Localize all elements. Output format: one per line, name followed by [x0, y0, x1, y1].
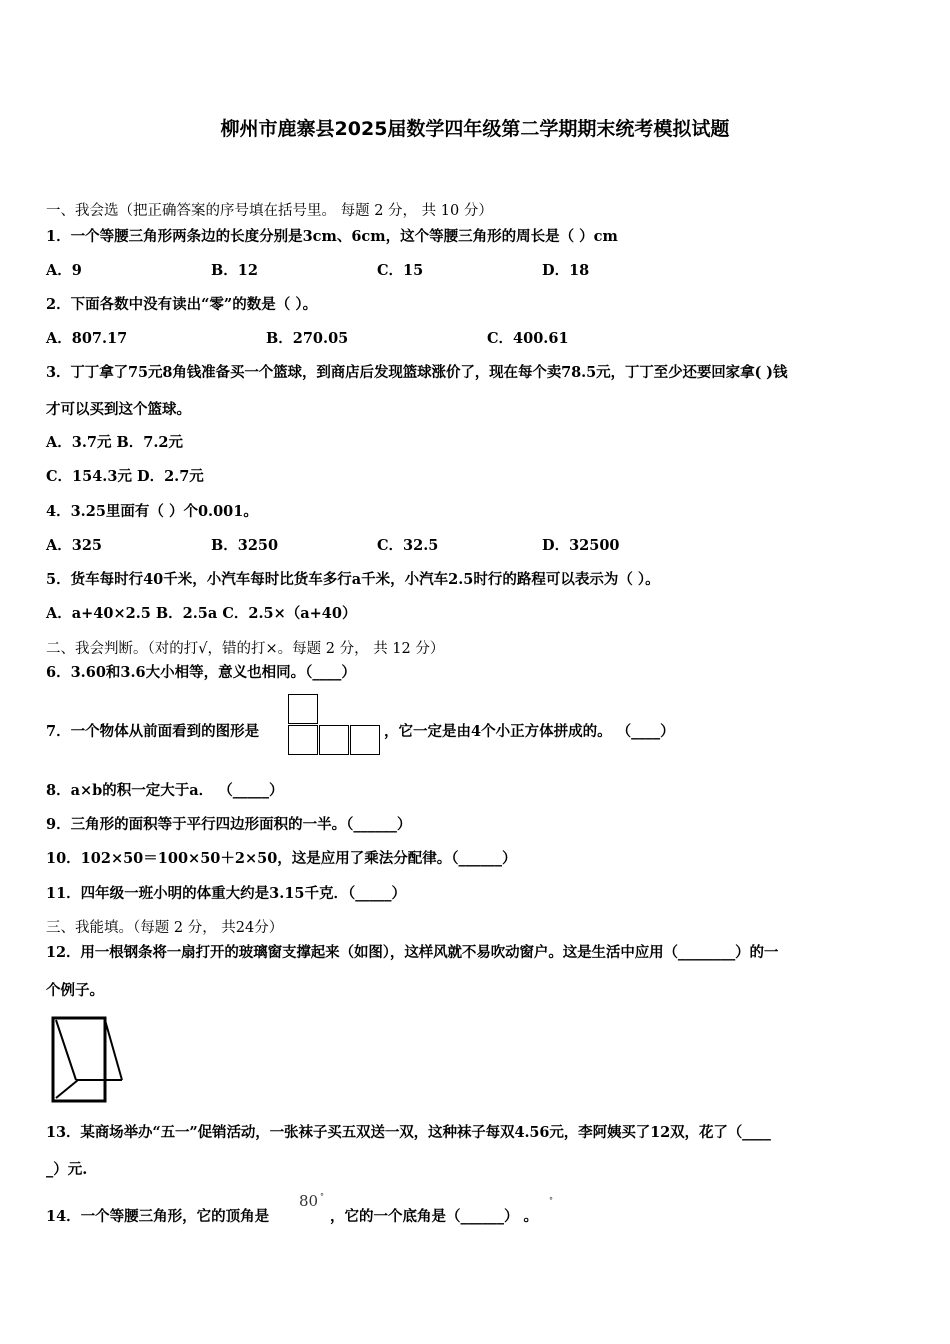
q1-option-a: A．9	[46, 262, 82, 279]
q2-option-b: B．270.05	[266, 330, 349, 347]
figure-square-1	[288, 725, 318, 755]
question-9: 9．三角形的面积等于平行四边形面积的一半。（______）	[46, 816, 412, 833]
section-2-header: 二、我会判断。（对的打√，错的打×。每题 2 分， 共 12 分）	[46, 641, 445, 657]
page-title: 柳州市鹿寨县2025届数学四年级第二学期期末统考模拟试题	[220, 118, 730, 140]
question-3-line1: 3．丁丁拿了75元8角钱准备买一个篮球，到商店后发现篮球涨价了，现在每个卖78.5元，丁丁至少还要回家拿( )钱	[46, 364, 788, 381]
q1-option-d: D．18	[542, 262, 590, 279]
q3-options-cd: C．154.3元 D．2.7元	[46, 468, 204, 485]
question-8: 8．a×b的积一定大于a． （_____）	[46, 782, 284, 799]
question-11: 11．四年级一班小明的体重大约是3.15千克．（_____）	[46, 885, 406, 902]
q4-option-c: C．32.5	[377, 537, 439, 554]
q2-option-a: A．807.17	[46, 330, 128, 347]
section-3-header: 三、我能填。（每题 2 分， 共24分）	[46, 920, 284, 936]
q4-option-b: B．3250	[211, 537, 279, 554]
figure-square-3	[350, 725, 380, 755]
figure-square-2	[319, 725, 349, 755]
section-1-header: 一、我会选（把正确答案的序号填在括号里。 每题 2 分， 共 10 分）	[46, 203, 493, 219]
q5-options: A．a+40×2.5 B．2.5a C．2.5×（a+40）	[46, 605, 357, 622]
question-7-after: ，它一定是由4个小正方体拼成的。 （____）	[384, 723, 675, 740]
q1-option-b: B．12	[211, 262, 258, 279]
question-13-line2: _）元.	[46, 1161, 88, 1178]
figure-square-top	[288, 694, 318, 724]
question-14-after: ，它的一个底角是（______） 。	[330, 1208, 539, 1225]
question-14-before: 14．一个等腰三角形，它的顶角是	[46, 1208, 270, 1225]
q7-figure	[288, 694, 382, 756]
question-10: 10．102×50＝100×50＋2×50，这是应用了乘法分配律。（______）	[46, 850, 517, 867]
degree-mark: °	[320, 1192, 324, 1201]
q1-option-c: C．15	[377, 262, 424, 279]
question-4: 4．3.25里面有（ ）个0.001。	[46, 503, 258, 520]
angle-80: 80	[299, 1192, 319, 1210]
window-support-figure	[48, 1014, 128, 1104]
q2-option-c: C．400.61	[487, 330, 569, 347]
question-6: 6．3.60和3.6大小相等，意义也相同。（____）	[46, 664, 356, 681]
question-13-line1: 13．某商场举办“五一”促销活动，一张袜子买五双送一双，这种袜子每双4.56元，李阿姨买了12双，花了（____	[46, 1124, 771, 1141]
question-3-line2: 才可以买到这个篮球。	[46, 401, 191, 418]
question-12-line1: 12．用一根钢条将一扇打开的玻璃窗支撑起来（如图），这样风就不易吹动窗户。这是生活中应用（________）的一	[46, 944, 779, 961]
question-1: 1．一个等腰三角形两条边的长度分别是3cm、6cm，这个等腰三角形的周长是（ ）cm	[46, 228, 618, 245]
q3-options-ab: A．3.7元 B．7.2元	[46, 434, 184, 451]
question-2: 2．下面各数中没有读出“零”的数是（ ）。	[46, 296, 318, 313]
question-7-before: 7．一个物体从前面看到的图形是	[46, 723, 260, 740]
q4-option-d: D．32500	[542, 537, 620, 554]
degree-mark-2: °	[549, 1196, 553, 1205]
question-12-line2: 个例子。	[46, 982, 104, 999]
q4-option-a: A．325	[46, 537, 103, 554]
question-5: 5．货车每时行40千米，小汽车每时比货车多行a千米，小汽车2.5时行的路程可以表示为（ ）。	[46, 571, 660, 588]
